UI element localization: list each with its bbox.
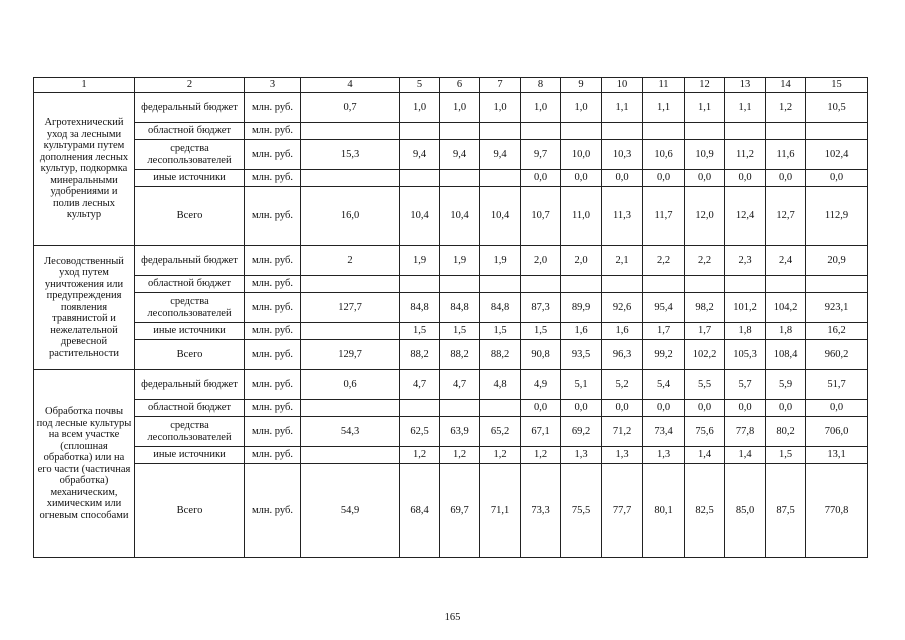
value-cell: 1,3: [561, 447, 602, 464]
value-cell: 0,0: [806, 170, 868, 187]
funding-source: иные источники: [135, 170, 245, 187]
value-cell: 10,7: [521, 187, 561, 246]
value-cell: 5,4: [643, 370, 685, 400]
table-row: [34, 370, 868, 400]
funding-source: Всего: [135, 464, 245, 558]
value-cell: 54,3: [301, 417, 400, 447]
value-cell: [301, 123, 400, 140]
value-cell: 0,0: [806, 400, 868, 417]
value-cell: 87,3: [521, 293, 561, 323]
table-row: [34, 140, 868, 170]
table-row: [34, 293, 868, 323]
value-cell: 15,3: [301, 140, 400, 170]
value-cell: 1,0: [480, 93, 521, 123]
value-cell: [480, 276, 521, 293]
value-cell: 0,0: [602, 170, 643, 187]
value-cell: 10,3: [602, 140, 643, 170]
value-cell: 82,5: [685, 464, 725, 558]
value-cell: 2,2: [685, 246, 725, 276]
value-cell: 1,7: [643, 323, 685, 340]
table-row: [34, 170, 868, 187]
unit-cell: млн. руб.: [245, 370, 301, 400]
value-cell: 73,4: [643, 417, 685, 447]
value-cell: 88,2: [400, 340, 440, 370]
value-cell: 0,0: [685, 170, 725, 187]
value-cell: 1,9: [440, 246, 480, 276]
funding-table: [33, 77, 868, 558]
value-cell: 2,3: [725, 246, 766, 276]
page-number: 165: [444, 612, 461, 623]
value-cell: 10,0: [561, 140, 602, 170]
value-cell: 99,2: [643, 340, 685, 370]
value-cell: 84,8: [440, 293, 480, 323]
value-cell: 960,2: [806, 340, 868, 370]
funding-source: средства лесопользователей: [135, 417, 245, 447]
value-cell: [643, 276, 685, 293]
value-cell: 1,5: [766, 447, 806, 464]
value-cell: 65,2: [480, 417, 521, 447]
value-cell: 2: [301, 246, 400, 276]
value-cell: 1,2: [521, 447, 561, 464]
value-cell: 2,2: [643, 246, 685, 276]
value-cell: [301, 447, 400, 464]
table-header: [34, 78, 868, 93]
value-cell: 98,2: [685, 293, 725, 323]
value-cell: 11,3: [602, 187, 643, 246]
table-row: [34, 123, 868, 140]
value-cell: 1,2: [766, 93, 806, 123]
value-cell: 5,2: [602, 370, 643, 400]
unit-cell: млн. руб.: [245, 140, 301, 170]
value-cell: 80,2: [766, 417, 806, 447]
value-cell: 1,5: [400, 323, 440, 340]
value-cell: 77,8: [725, 417, 766, 447]
value-cell: 88,2: [480, 340, 521, 370]
value-cell: 102,2: [685, 340, 725, 370]
column-header: 10: [602, 78, 643, 93]
value-cell: [766, 276, 806, 293]
value-cell: 0,0: [725, 400, 766, 417]
value-cell: 51,7: [806, 370, 868, 400]
value-cell: [400, 170, 440, 187]
value-cell: 112,9: [806, 187, 868, 246]
value-cell: 1,2: [400, 447, 440, 464]
value-cell: 1,3: [602, 447, 643, 464]
value-cell: 1,0: [561, 93, 602, 123]
value-cell: 20,9: [806, 246, 868, 276]
value-cell: 5,1: [561, 370, 602, 400]
value-cell: 85,0: [725, 464, 766, 558]
value-cell: 0,0: [602, 400, 643, 417]
value-cell: 73,3: [521, 464, 561, 558]
value-cell: [685, 123, 725, 140]
funding-source: областной бюджет: [135, 276, 245, 293]
value-cell: [301, 323, 400, 340]
unit-cell: млн. руб.: [245, 170, 301, 187]
value-cell: 4,7: [400, 370, 440, 400]
value-cell: 71,2: [602, 417, 643, 447]
value-cell: [602, 276, 643, 293]
value-cell: 0,0: [561, 400, 602, 417]
value-cell: 10,5: [806, 93, 868, 123]
value-cell: 4,9: [521, 370, 561, 400]
value-cell: 69,7: [440, 464, 480, 558]
funding-source: федеральный бюджет: [135, 93, 245, 123]
value-cell: 16,2: [806, 323, 868, 340]
value-cell: 5,7: [725, 370, 766, 400]
value-cell: 1,6: [561, 323, 602, 340]
value-cell: 0,0: [521, 170, 561, 187]
header-row: [34, 78, 868, 93]
value-cell: 1,5: [440, 323, 480, 340]
unit-cell: млн. руб.: [245, 187, 301, 246]
table-row: [34, 447, 868, 464]
value-cell: 1,1: [602, 93, 643, 123]
value-cell: [400, 276, 440, 293]
value-cell: 1,2: [440, 447, 480, 464]
value-cell: [521, 123, 561, 140]
column-header: 2: [135, 78, 245, 93]
value-cell: 1,4: [725, 447, 766, 464]
value-cell: 923,1: [806, 293, 868, 323]
value-cell: 10,4: [480, 187, 521, 246]
value-cell: 71,1: [480, 464, 521, 558]
funding-source: федеральный бюджет: [135, 246, 245, 276]
funding-source: средства лесопользователей: [135, 293, 245, 323]
value-cell: 770,8: [806, 464, 868, 558]
value-cell: 129,7: [301, 340, 400, 370]
value-cell: 127,7: [301, 293, 400, 323]
funding-source: иные источники: [135, 323, 245, 340]
value-cell: 68,4: [400, 464, 440, 558]
value-cell: 2,1: [602, 246, 643, 276]
value-cell: 11,6: [766, 140, 806, 170]
value-cell: 1,9: [480, 246, 521, 276]
value-cell: 62,5: [400, 417, 440, 447]
column-header: 11: [643, 78, 685, 93]
value-cell: 9,4: [480, 140, 521, 170]
unit-cell: млн. руб.: [245, 323, 301, 340]
value-cell: 102,4: [806, 140, 868, 170]
value-cell: 80,1: [643, 464, 685, 558]
value-cell: 10,9: [685, 140, 725, 170]
value-cell: 2,0: [561, 246, 602, 276]
value-cell: [643, 123, 685, 140]
value-cell: 2,0: [521, 246, 561, 276]
value-cell: 84,8: [480, 293, 521, 323]
column-header: 5: [400, 78, 440, 93]
value-cell: 5,5: [685, 370, 725, 400]
column-header: 14: [766, 78, 806, 93]
value-cell: [301, 276, 400, 293]
value-cell: 9,7: [521, 140, 561, 170]
column-header: 15: [806, 78, 868, 93]
value-cell: 104,2: [766, 293, 806, 323]
value-cell: 1,7: [685, 323, 725, 340]
unit-cell: млн. руб.: [245, 293, 301, 323]
value-cell: 96,3: [602, 340, 643, 370]
table-row: [34, 93, 868, 123]
funding-source: областной бюджет: [135, 123, 245, 140]
value-cell: 1,8: [766, 323, 806, 340]
value-cell: 0,0: [685, 400, 725, 417]
value-cell: 63,9: [440, 417, 480, 447]
table-row: [34, 187, 868, 246]
column-header: 9: [561, 78, 602, 93]
activity-name: Обработка почвы под лесные культуры на всем участке (сплошная обработка) или на его части (частичная обработка) механическим, химическим или огневым способами: [34, 370, 135, 558]
value-cell: 87,5: [766, 464, 806, 558]
value-cell: [561, 276, 602, 293]
unit-cell: млн. руб.: [245, 340, 301, 370]
value-cell: 75,5: [561, 464, 602, 558]
value-cell: [400, 400, 440, 417]
value-cell: 0,0: [766, 170, 806, 187]
value-cell: 0,0: [725, 170, 766, 187]
value-cell: 67,1: [521, 417, 561, 447]
value-cell: 2,4: [766, 246, 806, 276]
table-row: [34, 400, 868, 417]
table-row: [34, 246, 868, 276]
value-cell: 1,1: [643, 93, 685, 123]
value-cell: 0,0: [766, 400, 806, 417]
value-cell: 0,0: [561, 170, 602, 187]
unit-cell: млн. руб.: [245, 246, 301, 276]
unit-cell: млн. руб.: [245, 464, 301, 558]
value-cell: 90,8: [521, 340, 561, 370]
column-header: 6: [440, 78, 480, 93]
value-cell: 13,1: [806, 447, 868, 464]
value-cell: [521, 276, 561, 293]
value-cell: 84,8: [400, 293, 440, 323]
value-cell: 9,4: [440, 140, 480, 170]
value-cell: 0,6: [301, 370, 400, 400]
value-cell: 12,7: [766, 187, 806, 246]
value-cell: [440, 123, 480, 140]
value-cell: 1,0: [521, 93, 561, 123]
value-cell: 92,6: [602, 293, 643, 323]
value-cell: 1,2: [480, 447, 521, 464]
value-cell: [480, 170, 521, 187]
value-cell: 1,0: [440, 93, 480, 123]
funding-source: Всего: [135, 340, 245, 370]
funding-source: федеральный бюджет: [135, 370, 245, 400]
value-cell: 0,7: [301, 93, 400, 123]
table-row: [34, 340, 868, 370]
value-cell: 12,0: [685, 187, 725, 246]
value-cell: 1,1: [685, 93, 725, 123]
value-cell: [440, 170, 480, 187]
value-cell: 0,0: [521, 400, 561, 417]
value-cell: 1,5: [480, 323, 521, 340]
value-cell: [301, 400, 400, 417]
value-cell: 12,4: [725, 187, 766, 246]
table-row: [34, 276, 868, 293]
value-cell: [440, 400, 480, 417]
value-cell: 11,2: [725, 140, 766, 170]
unit-cell: млн. руб.: [245, 276, 301, 293]
value-cell: 16,0: [301, 187, 400, 246]
value-cell: 1,6: [602, 323, 643, 340]
value-cell: 1,1: [725, 93, 766, 123]
unit-cell: млн. руб.: [245, 417, 301, 447]
value-cell: [440, 276, 480, 293]
value-cell: 93,5: [561, 340, 602, 370]
funding-source: областной бюджет: [135, 400, 245, 417]
value-cell: 9,4: [400, 140, 440, 170]
table-row: [34, 464, 868, 558]
value-cell: 4,7: [440, 370, 480, 400]
table-row: [34, 323, 868, 340]
value-cell: 88,2: [440, 340, 480, 370]
column-header: 12: [685, 78, 725, 93]
value-cell: [602, 123, 643, 140]
value-cell: 1,3: [643, 447, 685, 464]
value-cell: 1,5: [521, 323, 561, 340]
value-cell: [725, 123, 766, 140]
value-cell: [301, 170, 400, 187]
value-cell: 10,4: [440, 187, 480, 246]
value-cell: 0,0: [643, 170, 685, 187]
value-cell: [685, 276, 725, 293]
value-cell: [725, 276, 766, 293]
value-cell: [806, 123, 868, 140]
value-cell: 1,0: [400, 93, 440, 123]
value-cell: 54,9: [301, 464, 400, 558]
funding-source: иные источники: [135, 447, 245, 464]
funding-source: средства лесопользователей: [135, 140, 245, 170]
value-cell: 75,6: [685, 417, 725, 447]
value-cell: [561, 123, 602, 140]
funding-source: Всего: [135, 187, 245, 246]
value-cell: 11,7: [643, 187, 685, 246]
value-cell: 0,0: [643, 400, 685, 417]
unit-cell: млн. руб.: [245, 447, 301, 464]
value-cell: 1,8: [725, 323, 766, 340]
value-cell: [806, 276, 868, 293]
table-body: [34, 93, 868, 558]
unit-cell: млн. руб.: [245, 400, 301, 417]
column-header: 1: [34, 78, 135, 93]
unit-cell: млн. руб.: [245, 123, 301, 140]
value-cell: 5,9: [766, 370, 806, 400]
column-header: 8: [521, 78, 561, 93]
value-cell: 706,0: [806, 417, 868, 447]
value-cell: 89,9: [561, 293, 602, 323]
unit-cell: млн. руб.: [245, 93, 301, 123]
value-cell: 77,7: [602, 464, 643, 558]
activity-name: Лесоводственный уход путем уничтожения или предупреждения появления травянистой и нежелательной древесной растительности: [34, 246, 135, 370]
value-cell: 1,4: [685, 447, 725, 464]
value-cell: [480, 123, 521, 140]
value-cell: 4,8: [480, 370, 521, 400]
value-cell: 105,3: [725, 340, 766, 370]
value-cell: 69,2: [561, 417, 602, 447]
value-cell: 101,2: [725, 293, 766, 323]
value-cell: 10,6: [643, 140, 685, 170]
value-cell: 1,9: [400, 246, 440, 276]
column-header: 3: [245, 78, 301, 93]
value-cell: 11,0: [561, 187, 602, 246]
value-cell: 10,4: [400, 187, 440, 246]
value-cell: [480, 400, 521, 417]
column-header: 4: [301, 78, 400, 93]
column-header: 13: [725, 78, 766, 93]
value-cell: 95,4: [643, 293, 685, 323]
column-header: 7: [480, 78, 521, 93]
value-cell: 108,4: [766, 340, 806, 370]
table-row: [34, 417, 868, 447]
activity-name: Агротехнический уход за лесными культурами путем дополнения лесных культур, подкормка минеральными удобрениями и полив лесных культур: [34, 93, 135, 246]
value-cell: [766, 123, 806, 140]
value-cell: [400, 123, 440, 140]
